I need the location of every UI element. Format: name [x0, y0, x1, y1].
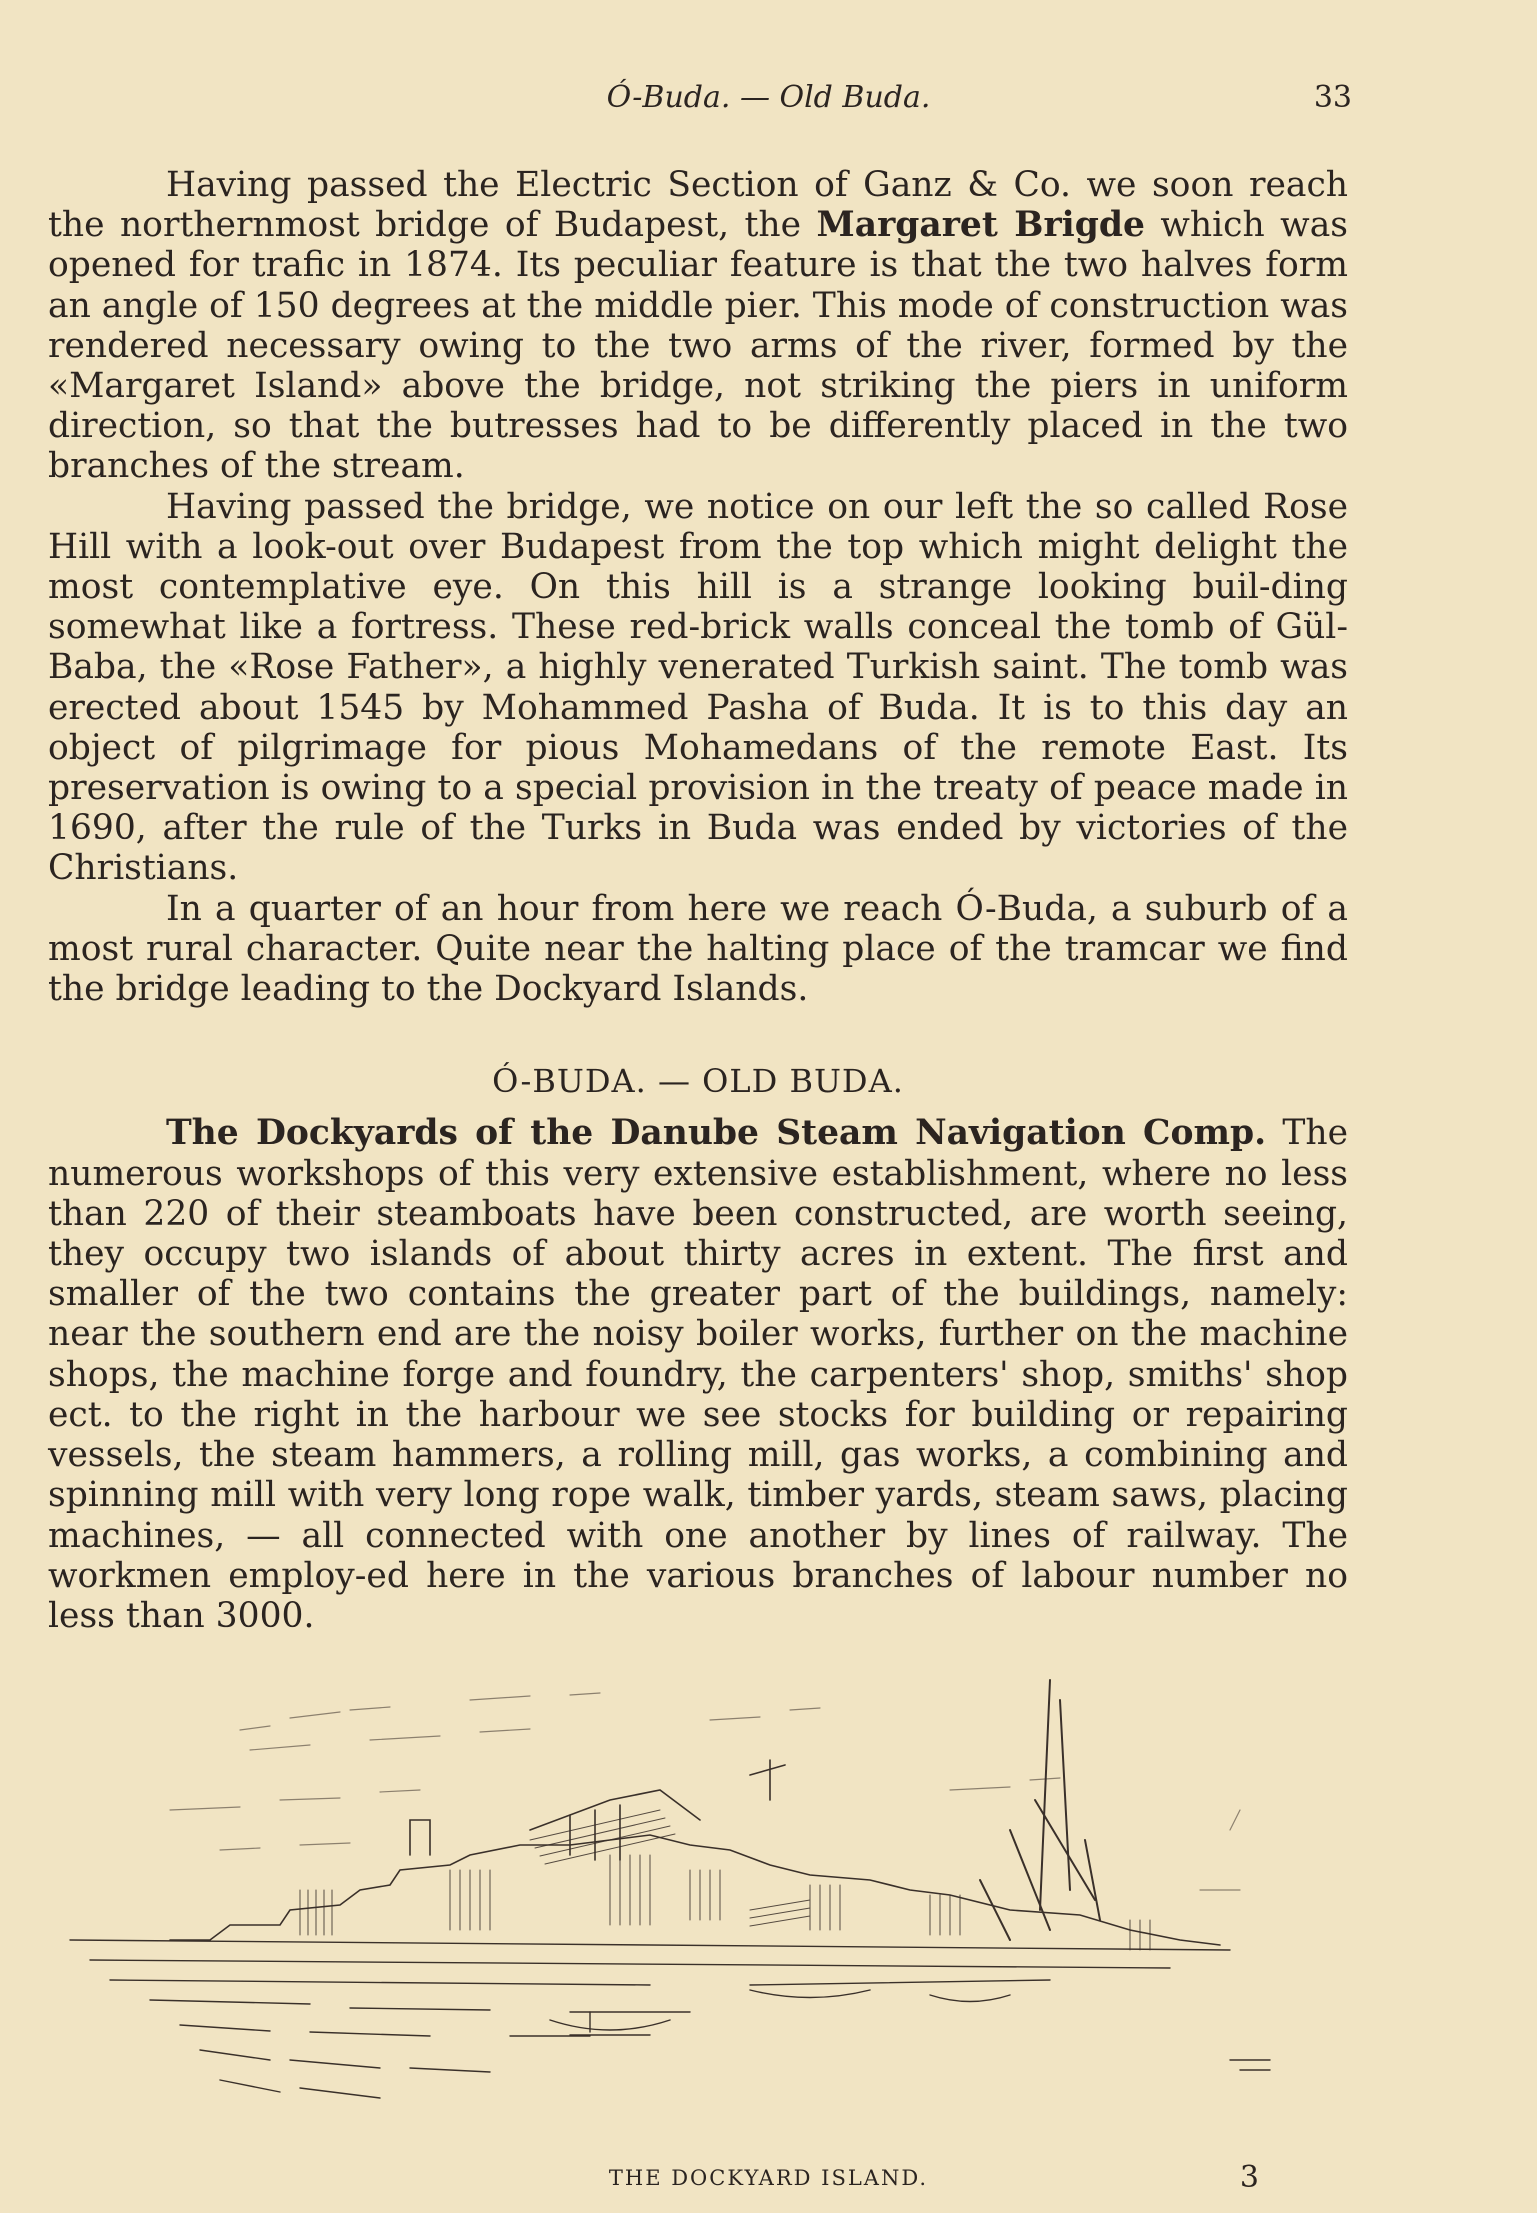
illustration-caption: THE DOCKYARD ISLAND. — [608, 2166, 929, 2190]
paragraph-text: Having passed the Electric Section of Ganz & Co. we soon reach the northernmost bridge of Budapest, the — [48, 165, 1348, 246]
dockyards-heading: The Dockyards of the Danube Steam Navigation Comp. — [166, 1113, 1267, 1154]
body-text — [48, 165, 1348, 1636]
page-number: 33 — [1313, 80, 1352, 115]
paragraph-dockyards — [48, 1113, 1348, 1636]
dockyard-island-engraving — [50, 1640, 1320, 2130]
illustration-caption-row — [0, 2160, 1537, 2196]
paragraph-text: which was opened for trafic in 1874. Its peculiar feature is that the two halves form an angle of 150 degrees at the middle pier. This mode of construction was rendered necessary owing to the two arms of the river, formed by the «Margaret Island» above the bridge, not striking the piers in uniform direction, so that the butresses had to be differently placed in the two branches of the stream. — [48, 205, 1348, 487]
paragraph-rose-hill: Having passed the bridge, we notice on our left the so called Rose Hill with a look-out over Budapest from the top which might delight the most contemplative eye. On this hill is a strange looking buil-ding somewhat like a fortress. These red-brick walls conceal the tomb of Gül-Baba, the «Rose Father», a highly venerated Turkish saint. The tomb was erected about 1545 by Mohammed Pasha of Buda. It is to this day an object of pilgrimage for pious Mohamedans of the remote East. Its preservation is owing to a special provision in the treaty of peace made in 1690, after the rule of the Turks in Buda was ended by victories of the Christians. — [48, 486, 1348, 889]
paragraph-text: The numerous workshops of this very extensive establishment, where no less than 220 of their steamboats have been constructed, are worth seeing, they occupy two islands of about thirty acres in extent. The first and smaller of the two contains the greater part of the buildings, namely: near the southern end are the noisy boiler works, further on the machine shops, the machine forge and foundry, the carpenters' shop, smiths' shop ect. to the right in the harbour we see stocks for building or repairing vessels, the steam hammers, a rolling mill, gas works, a combining and spinning mill with very long rope walk, timber yards, steam saws, placing machines, — all connected with one another by lines of railway. The workmen employ-ed here in the various branches of labour number no less than 3000. — [48, 1113, 1348, 1636]
bridge-name: Margaret Brigde — [816, 205, 1145, 246]
paragraph-o-buda: In a quarter of an hour from here we reach Ó-Buda, a suburb of a most rural character. Quite near the halting place of the tramcar we find the bridge leading to the Dockyard Islands. — [48, 888, 1348, 1010]
paragraph-margaret-bridge — [48, 165, 1348, 487]
printer-signature-mark: 3 — [1239, 2160, 1259, 2195]
section-heading: Ó-BUDA. — OLD BUDA. — [492, 1062, 904, 1101]
running-title: Ó-Buda. — Old Buda. — [606, 80, 931, 115]
running-head — [0, 80, 1537, 120]
